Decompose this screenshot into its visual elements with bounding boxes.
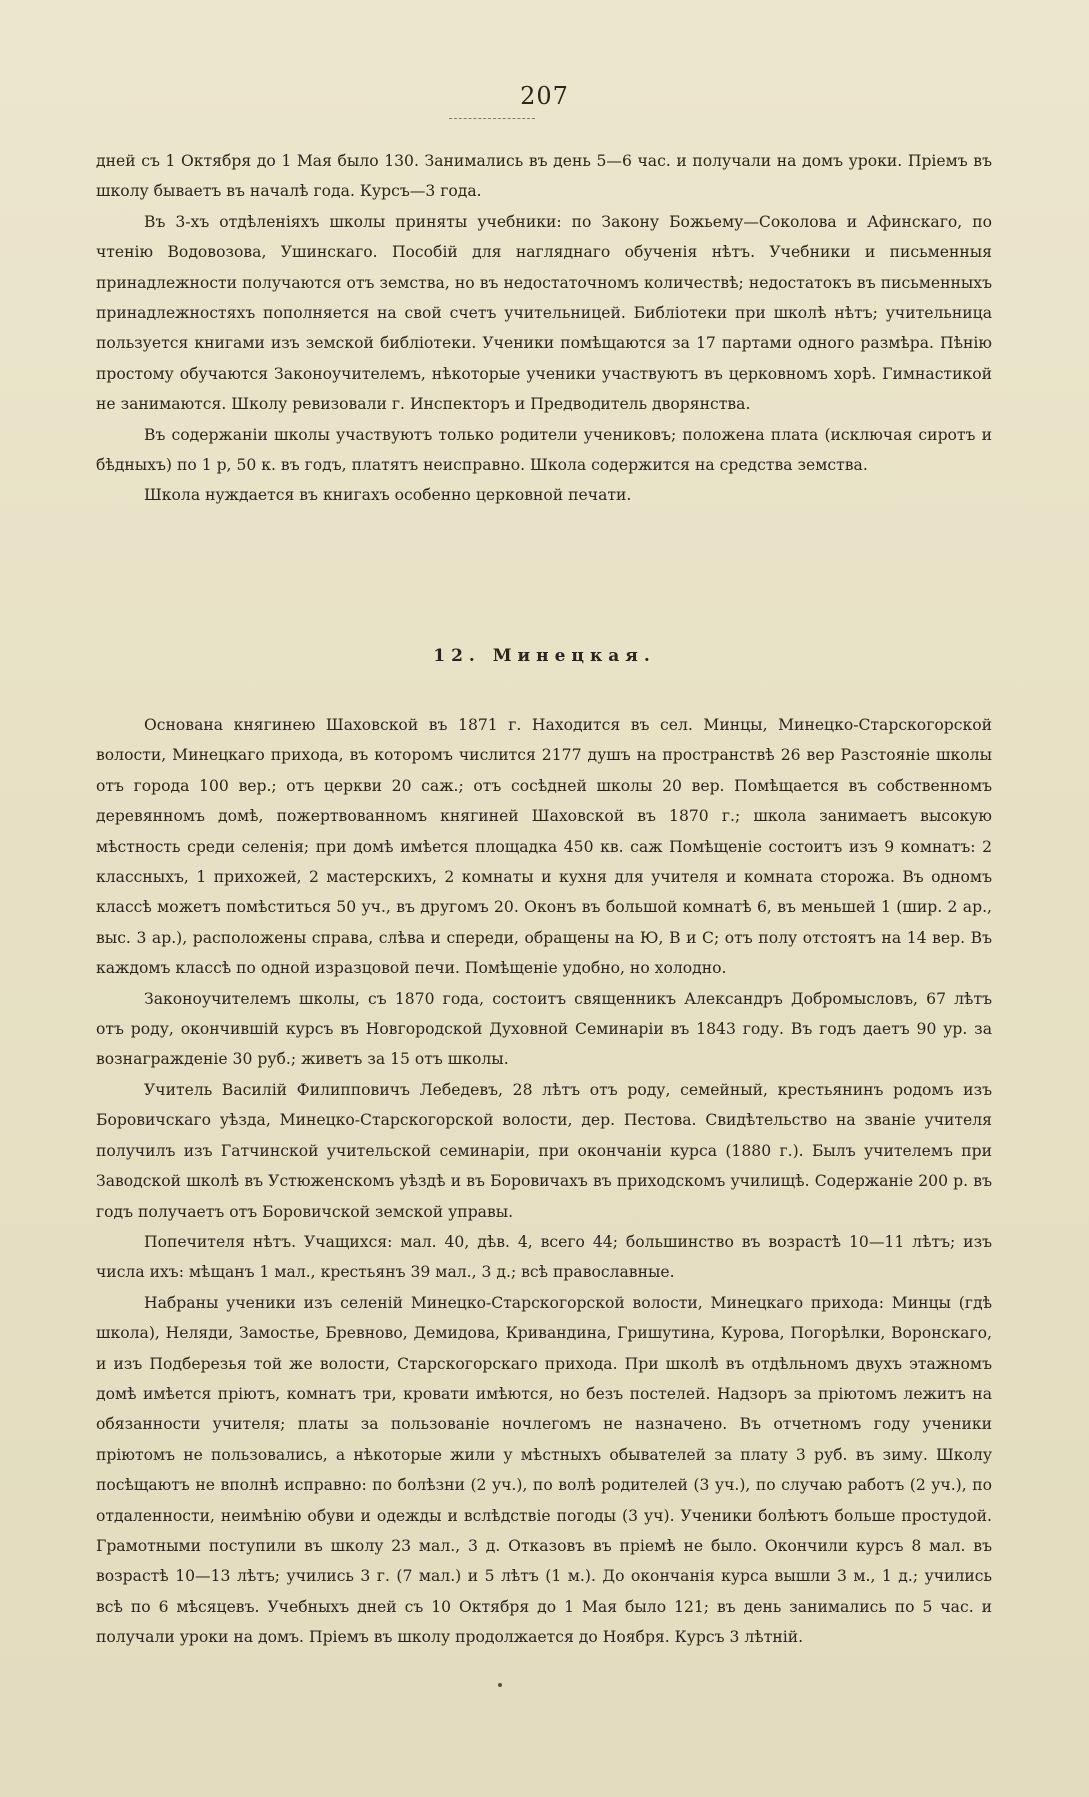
paragraph: Школа нуждается въ книгахъ особенно церковной печати. xyxy=(144,486,632,505)
section-b-text xyxy=(96,710,992,1653)
paragraph: Законоучителемъ школы, съ 1870 года, состоитъ священникъ Александръ Добромысловъ, 67 лѣтъ отъ роду, окончившій курсъ въ Новгородской Духовной Семинаріи въ 1843 году. Въ годъ даетъ 90 ур. за вознагражденіе 30 руб.; живетъ за 15 отъ школы. xyxy=(96,989,992,1069)
paragraph: Набраны ученики изъ селеній Минецко-Старскогорской волости, Минецкаго прихода: Минцы (гдѣ школа), Неляди, Замостье, Бревново, Демидова, Кривандина, Гришутина, Курова, Погорѣлки, Воронскаго, и изъ Подберезья той же волости, Старскогорскаго прихода. При школѣ въ отдѣльномъ двухъ этажномъ домѣ имѣется пріютъ, комнатъ три, кровати имѣются, но безъ постелей. Надзоръ за пріютомъ лежитъ на обязанности учителя; платы за пользованіе ночлегомъ не назначено. Въ отчетномъ году ученики пріютомъ не пользовались, а нѣкоторые жили у мѣстныхъ обывателей за плату 3 руб. въ зиму. Школу посѣщаютъ не вполнѣ исправно: по болѣзни (2 уч.), по волѣ родителей (3 уч.), по случаю работъ (2 уч.), по отдаленности, неимѣнію обуви и одежды и вслѣдствіе погоды (3 уч). Ученики болѣютъ больше простудой. Грамотными поступили въ школу 23 мал., 3 д. Отказовъ въ пріемѣ не было. Окончили курсъ 8 мал. въ возрастѣ 10—13 лѣтъ; учились 3 г. (7 мал.) и 5 лѣтъ (1 м.). До окончанія курса вышли 3 м., 1 д.; учились всѣ по 6 мѣсяцевъ. Учебныхъ дней съ 10 Октября до 1 Мая было 121; въ день занимались по 5 час. и получали уроки на домъ. Пріемъ въ школу продолжается до Ноября. Курсъ 3 лѣтній. xyxy=(96,1293,992,1647)
page-number-ornament xyxy=(449,118,535,121)
paragraph: Попечителя нѣтъ. Учащихся: мал. 40, дѣв. 4, всего 44; большинство въ возрастѣ 10—11 лѣтъ; изъ числа ихъ: мѣщанъ 1 мал., крестьянъ 39 мал., 3 д.; всѣ православные. xyxy=(96,1232,992,1282)
page-number: 207 xyxy=(520,82,569,110)
paragraph: Въ содержаніи школы участвуютъ только родители учениковъ; положена плата (исключая сиротъ и бѣдныхъ) по 1 р, 50 к. въ годъ, платятъ неисправно. Школа содержится на средства земства. xyxy=(96,425,992,475)
paragraph: Въ 3-хъ отдѣленіяхъ школы приняты учебники: по Закону Божьему—Соколова и Афинскаго, по чтенію Водовозова, Ушинскаго. Пособій для нагляднаго обученія нѣтъ. Учебники и письменныя принадлежности получаются отъ земства, но въ недостаточномъ количествѣ; недостатокъ въ письменныхъ принадлежностяхъ пополняется на свой счетъ учительницей. Библіотеки при школѣ нѣтъ; учительница пользуется книгами изъ земской библіотеки. Ученики помѣщаются за 17 партами одного размѣра. Пѣнію простому обучаются Законоучителемъ, нѣкоторые ученики участвуютъ въ церковномъ хорѣ. Гимнастикой не занимаются. Школу ревизовали г. Инспекторъ и Предводитель дворянства. xyxy=(96,212,992,414)
ink-dot xyxy=(498,1683,502,1687)
section-title: 12. Минецкая. xyxy=(433,646,656,666)
paragraph: дней съ 1 Октября до 1 Мая было 130. Занимались въ день 5—6 час. и получали на домъ уроки. Пріемъ въ школу бываетъ въ началѣ года. Курсъ—3 года. xyxy=(96,152,992,201)
section-a-text xyxy=(96,146,992,511)
paragraph: Основана княгинею Шаховской въ 1871 г. Находится въ сел. Минцы, Минецко-Старскогорской волости, Минецкаго прихода, въ которомъ числится 2177 душъ на пространствѣ 26 вер Разстояніе школы отъ города 100 вер.; отъ церкви 20 саж.; отъ сосѣдней школы 20 вер. Помѣщается въ собственномъ деревянномъ домѣ, пожертвованномъ княгиней Шаховской въ 1870 г.; школа занимаетъ высокую мѣстность среди селенія; при домѣ имѣется площадка 450 кв. саж Помѣщеніе состоитъ изъ 9 комнатъ: 2 классныхъ, 1 прихожей, 2 мастерскихъ, 2 комнаты и кухня для учителя и комната сторожа. Въ одномъ классѣ можетъ помѣститься 50 уч., въ другомъ 20. Оконъ въ большой комнатѣ 6, въ меньшей 1 (шир. 2 ар., выс. 3 ар.), расположены справа, слѣва и спереди, обращены на Ю, В и С; отъ полу отстоятъ на 14 вер. Въ каждомъ классѣ по одной изразцовой печи. Помѣщеніе удобно, но холодно. xyxy=(96,716,992,978)
paragraph: Учитель Василій Филипповичъ Лебедевъ, 28 лѣтъ отъ роду, семейный, крестьянинъ родомъ изъ Боровичскаго уѣзда, Минецко-Старскогорской волости, дер. Пестова. Свидѣтельство на званіе учителя получилъ изъ Гатчинской учительской семинаріи, при окончаніи курса (1880 г.). Былъ учителемъ при Заводской школѣ въ Устюженскомъ уѣздѣ и въ Боровичахъ въ приходскомъ училищѣ. Содержаніе 200 р. въ годъ получаетъ отъ Боровичской земской управы. xyxy=(96,1080,992,1221)
